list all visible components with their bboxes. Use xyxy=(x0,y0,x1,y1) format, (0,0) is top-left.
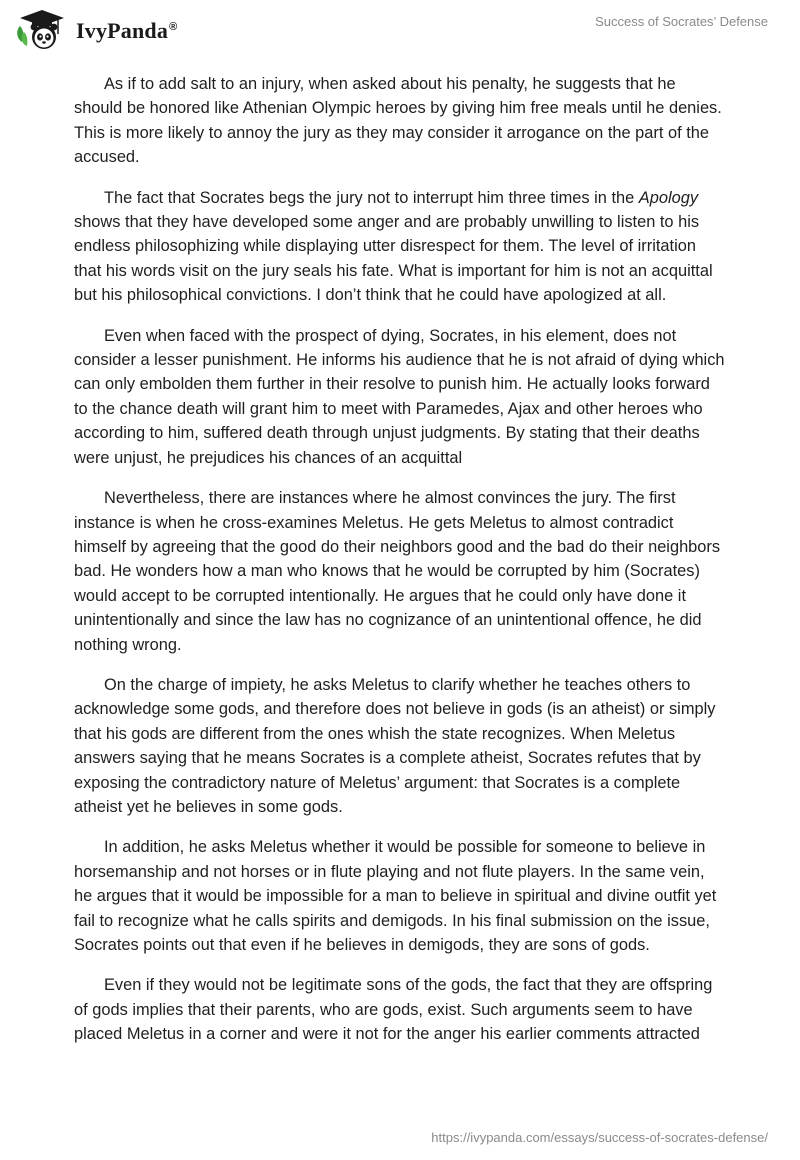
page-header xyxy=(0,0,800,62)
brand-logo[interactable] xyxy=(14,8,177,52)
paragraph-2 xyxy=(74,186,726,308)
paragraph-7: Even if they would not be legitimate sons of the gods, the fact that they are offspring of gods implies that their parents, who are gods, exist. Such arguments seem to have placed Meletus in a corner and were it not for the anger his earlier comments attracted xyxy=(74,976,713,1044)
paragraph-4: Nevertheless, there are instances where he almost convinces the jury. The first instance is when he cross-examines Meletus. He gets Meletus to almost contradict himself by agreeing that the good do their neighbors good and the bad do their neighbors bad. He wonders how a man who knows that he would be corrupted by him (Socrates) would accept to be corrupted intentionally. He argues that he could only have done it unintentionally and since the law has no cognizance of an unintentional offence, he did nothing wrong. xyxy=(74,489,721,654)
paragraph-1: As if to add salt to an injury, when asked about his penalty, he suggests that he should be honored like Athenian Olympic heroes by giving him free meals until he denies. This is more likely to annoy the jury as they may consider it arrogance on the part of the accused. xyxy=(74,75,722,167)
essay-body xyxy=(74,72,726,1063)
paragraph-3: Even when faced with the prospect of dying, Socrates, in his element, does not consider a lesser punishment. He informs his audience that he is not afraid of dying which can only embolden them further in their resolve to punish him. He actually looks forward to the chance death will grant him to meet with Paramedes, Ajax and other heroes who according to him, suffered death through unjust judgments. By stating that their deaths were unjust, he prejudices his chances of an acquittal xyxy=(74,326,725,467)
panda-graduate-icon xyxy=(14,8,70,52)
brand-name xyxy=(76,18,177,44)
apology-title: Apology xyxy=(638,188,699,207)
paragraph-6: In addition, he asks Meletus whether it would be possible for someone to believe in horsemanship and not horses or in flute playing and not flute players. In the same vein, he argues that it would be impossible for a man to believe in spiritual and divine outfit yet fail to recognize what he calls spirits and demigods. In his final submission on the issue, Socrates points out that even if he believes in demigods, they are sons of gods. xyxy=(74,838,717,954)
paragraph-5: On the charge of impiety, he asks Meletus to clarify whether he teaches others to acknowledge some gods, and therefore does not believe in gods (is an atheist) or simply that his gods are different from the ones whish the state recognizes. When Meletus answers saying that he means Socrates is a complete atheist, Socrates refutes that by exposing the contradictory nature of Meletus’ argument: that Socrates is a complete atheist yet he believes in some gods. xyxy=(74,675,716,816)
source-url-link[interactable]: https://ivypanda.com/essays/success-of-socrates-defense/ xyxy=(431,1130,768,1145)
document-title: Success of Socrates’ Defense xyxy=(595,14,768,29)
paragraph-2-text-after: shows that they have developed some anger and are probably unwilling to listen to his endless philosophizing while displaying utter disrespect for them. The level of irritation that his words visit on the jury seals his fate. What is important for him is not an acquittal but his philosophical convictions. I don’t think that he could have apologized at all. xyxy=(74,213,713,305)
registered-mark: ® xyxy=(169,20,178,33)
brand-text: IvyPanda xyxy=(76,18,169,43)
paragraph-2-text-before: The fact that Socrates begs the jury not to interrupt him three times in the xyxy=(104,188,639,207)
